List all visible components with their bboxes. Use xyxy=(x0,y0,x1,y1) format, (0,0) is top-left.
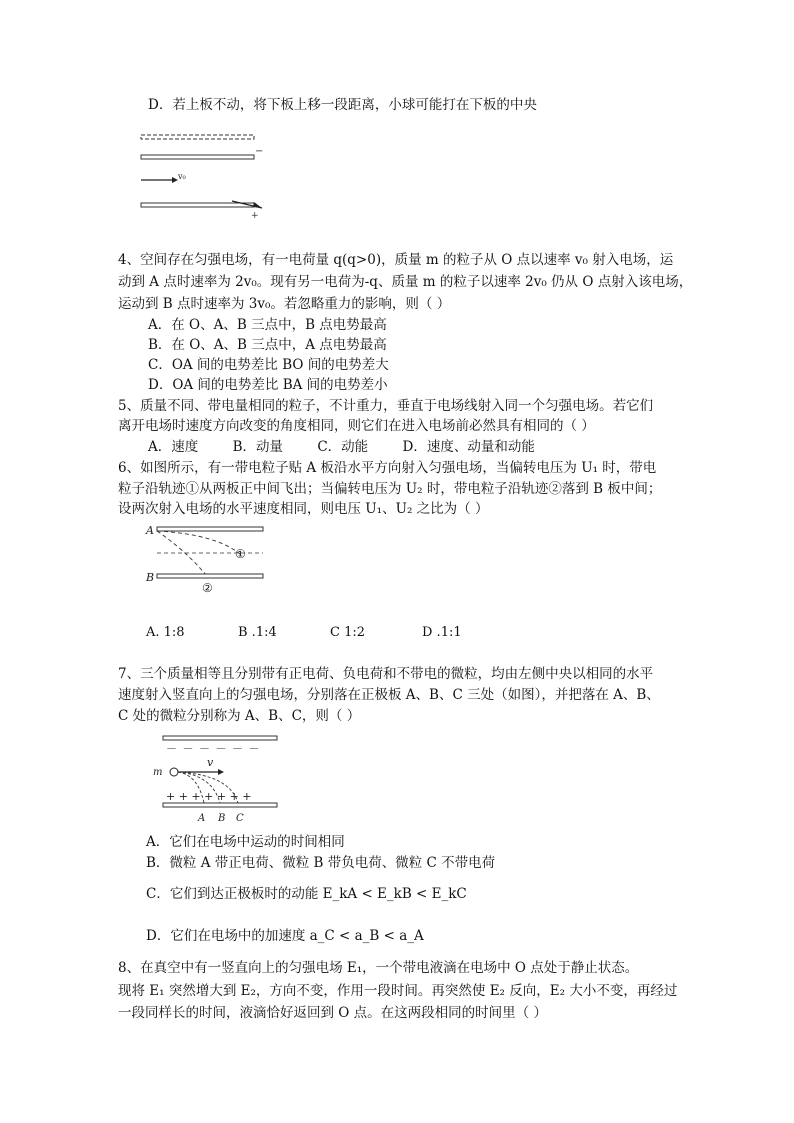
q3-top-plate xyxy=(141,135,254,139)
q6-option-c: C 1:2 xyxy=(330,625,366,640)
q6-deflection-figure xyxy=(145,520,275,595)
q3-capacitor-figure xyxy=(138,128,278,220)
q7-line-3: C 处的微粒分别称为 A、B、C，则（ ） xyxy=(118,708,361,724)
q7-top-plate xyxy=(163,736,277,740)
q4-line-3: 运动到 B 点时速率为 3v₀。若忽略重力的影响，则（ ） xyxy=(118,296,451,312)
q6-plate-a-label: A xyxy=(146,524,154,537)
q6-option-b: B .1:4 xyxy=(238,625,277,640)
q3-minus-sign: − xyxy=(255,146,264,157)
q4-option-b: B．在 O、A、B 三点中，A 点电势最高 xyxy=(148,337,387,353)
q7-particle xyxy=(170,768,178,776)
q7-field-figure xyxy=(150,733,285,825)
q7-option-a: A．它们在电场中运动的时间相同 xyxy=(146,834,345,850)
q7-option-c: C．它们到达正极板时的动能 E_kA < E_kB < E_kC xyxy=(146,886,467,902)
q7-minus-signs: － － － － － － xyxy=(166,742,261,755)
q7-label-a: A xyxy=(198,813,206,824)
q8-line-1: 8、在真空中有一竖直向上的匀强电场 E₁，一个带电液滴在电场中 O 点处于静止状态。 xyxy=(118,960,639,976)
q6-plate-a xyxy=(157,527,263,531)
q6-trajectory-1 xyxy=(157,531,240,554)
q5-line-1: 5、质量不同、带电量相同的粒子，不计重力，垂直于电场线射入同一个匀强电场。若它们 xyxy=(118,398,654,414)
q4-line-2: 动到 A 点时速率为 2v₀。现有另一电荷为-q、质量 m 的粒子以速率 2v₀ 仍从 O 点射入该电场， xyxy=(118,274,693,290)
q6-mark-2: ② xyxy=(202,581,213,595)
q3-v0-label: v₀ xyxy=(178,172,186,181)
q3-bottom-plate xyxy=(141,203,254,207)
q7-option-d: D．它们在电场中的加速度 a_C < a_B < a_A xyxy=(146,928,424,944)
q7-label-b: B xyxy=(218,813,226,824)
q7-bottom-plate xyxy=(163,803,277,807)
q6-line-1: 6、如图所示，有一带电粒子贴 A 板沿水平方向射入匀强电场，当偏转电压为 U₁ 时，带电 xyxy=(118,460,657,476)
q6-line-3: 设两次射入电场的水平速度相同，则电压 U₁、U₂ 之比为（ ） xyxy=(118,501,489,517)
q7-line-2: 速度射入竖直向上的匀强电场，分别落在正极板 A、B、C 三处（如图），并把落在 A、B、 xyxy=(118,687,660,703)
q3-option-d: D．若上板不动，将下板上移一段距离，小球可能打在下板的中央 xyxy=(148,97,537,113)
q8-line-3: 一段同样长的时间，液滴恰好返回到 O 点。在这两段相同的时间里（ ） xyxy=(118,1005,547,1021)
q6-option-d: D .1:1 xyxy=(422,625,462,640)
q6-plate-b-label: B xyxy=(146,571,155,584)
q4-option-d: D．OA 间的电势差比 BA 间的电势差小 xyxy=(148,377,388,393)
q7-mass-label: m xyxy=(153,767,163,778)
q5-line-2: 离开电场时速度方向改变的角度相同，则它们在进入电场前必然具有相同的（ ） xyxy=(118,418,595,434)
q5-options: A．速度 B．动量 C．动能 D．速度、动量和动能 xyxy=(148,439,535,455)
q7-label-c: C xyxy=(236,813,244,824)
q6-trajectory-2 xyxy=(157,531,207,576)
q7-line-1: 7、三个质量相等且分别带有正电荷、负电荷和不带电的微粒，均由左侧中央以相同的水平 xyxy=(118,666,654,682)
q8-line-2: 现将 E₁ 突然增大到 E₂，方向不变，作用一段时间。再突然使 E₂ 反向，E₂ 大小不变，再经过 xyxy=(118,983,678,999)
q3-plus-sign: + xyxy=(251,211,259,220)
q6-option-a: A. 1:8 xyxy=(146,625,185,640)
q7-option-b: B．微粒 A 带正电荷、微粒 B 带负电荷、微粒 C 不带电荷 xyxy=(146,855,496,871)
q3-middle-plate xyxy=(141,155,254,159)
q4-line-1: 4、空间存在匀强电场，有一电荷量 q(q>0)，质量 m 的粒子从 O 点以速率 v₀ 射入电场，运 xyxy=(118,252,674,268)
q6-options xyxy=(146,623,462,643)
q7-plus-signs: + + + + + + + xyxy=(166,790,252,803)
q6-mark-1: ① xyxy=(235,547,246,561)
q4-option-c: C．OA 间的电势差比 BO 间的电势差大 xyxy=(148,357,389,373)
q6-plate-b xyxy=(157,574,263,578)
q7-v-label: v xyxy=(207,756,214,769)
q6-line-2: 粒子沿轨迹①从两板正中间飞出；当偏转电压为 U₂ 时，带电粒子沿轨迹②落到 B 板中间； xyxy=(118,481,662,497)
q4-option-a: A．在 O、A、B 三点中，B 点电势最高 xyxy=(148,317,387,333)
